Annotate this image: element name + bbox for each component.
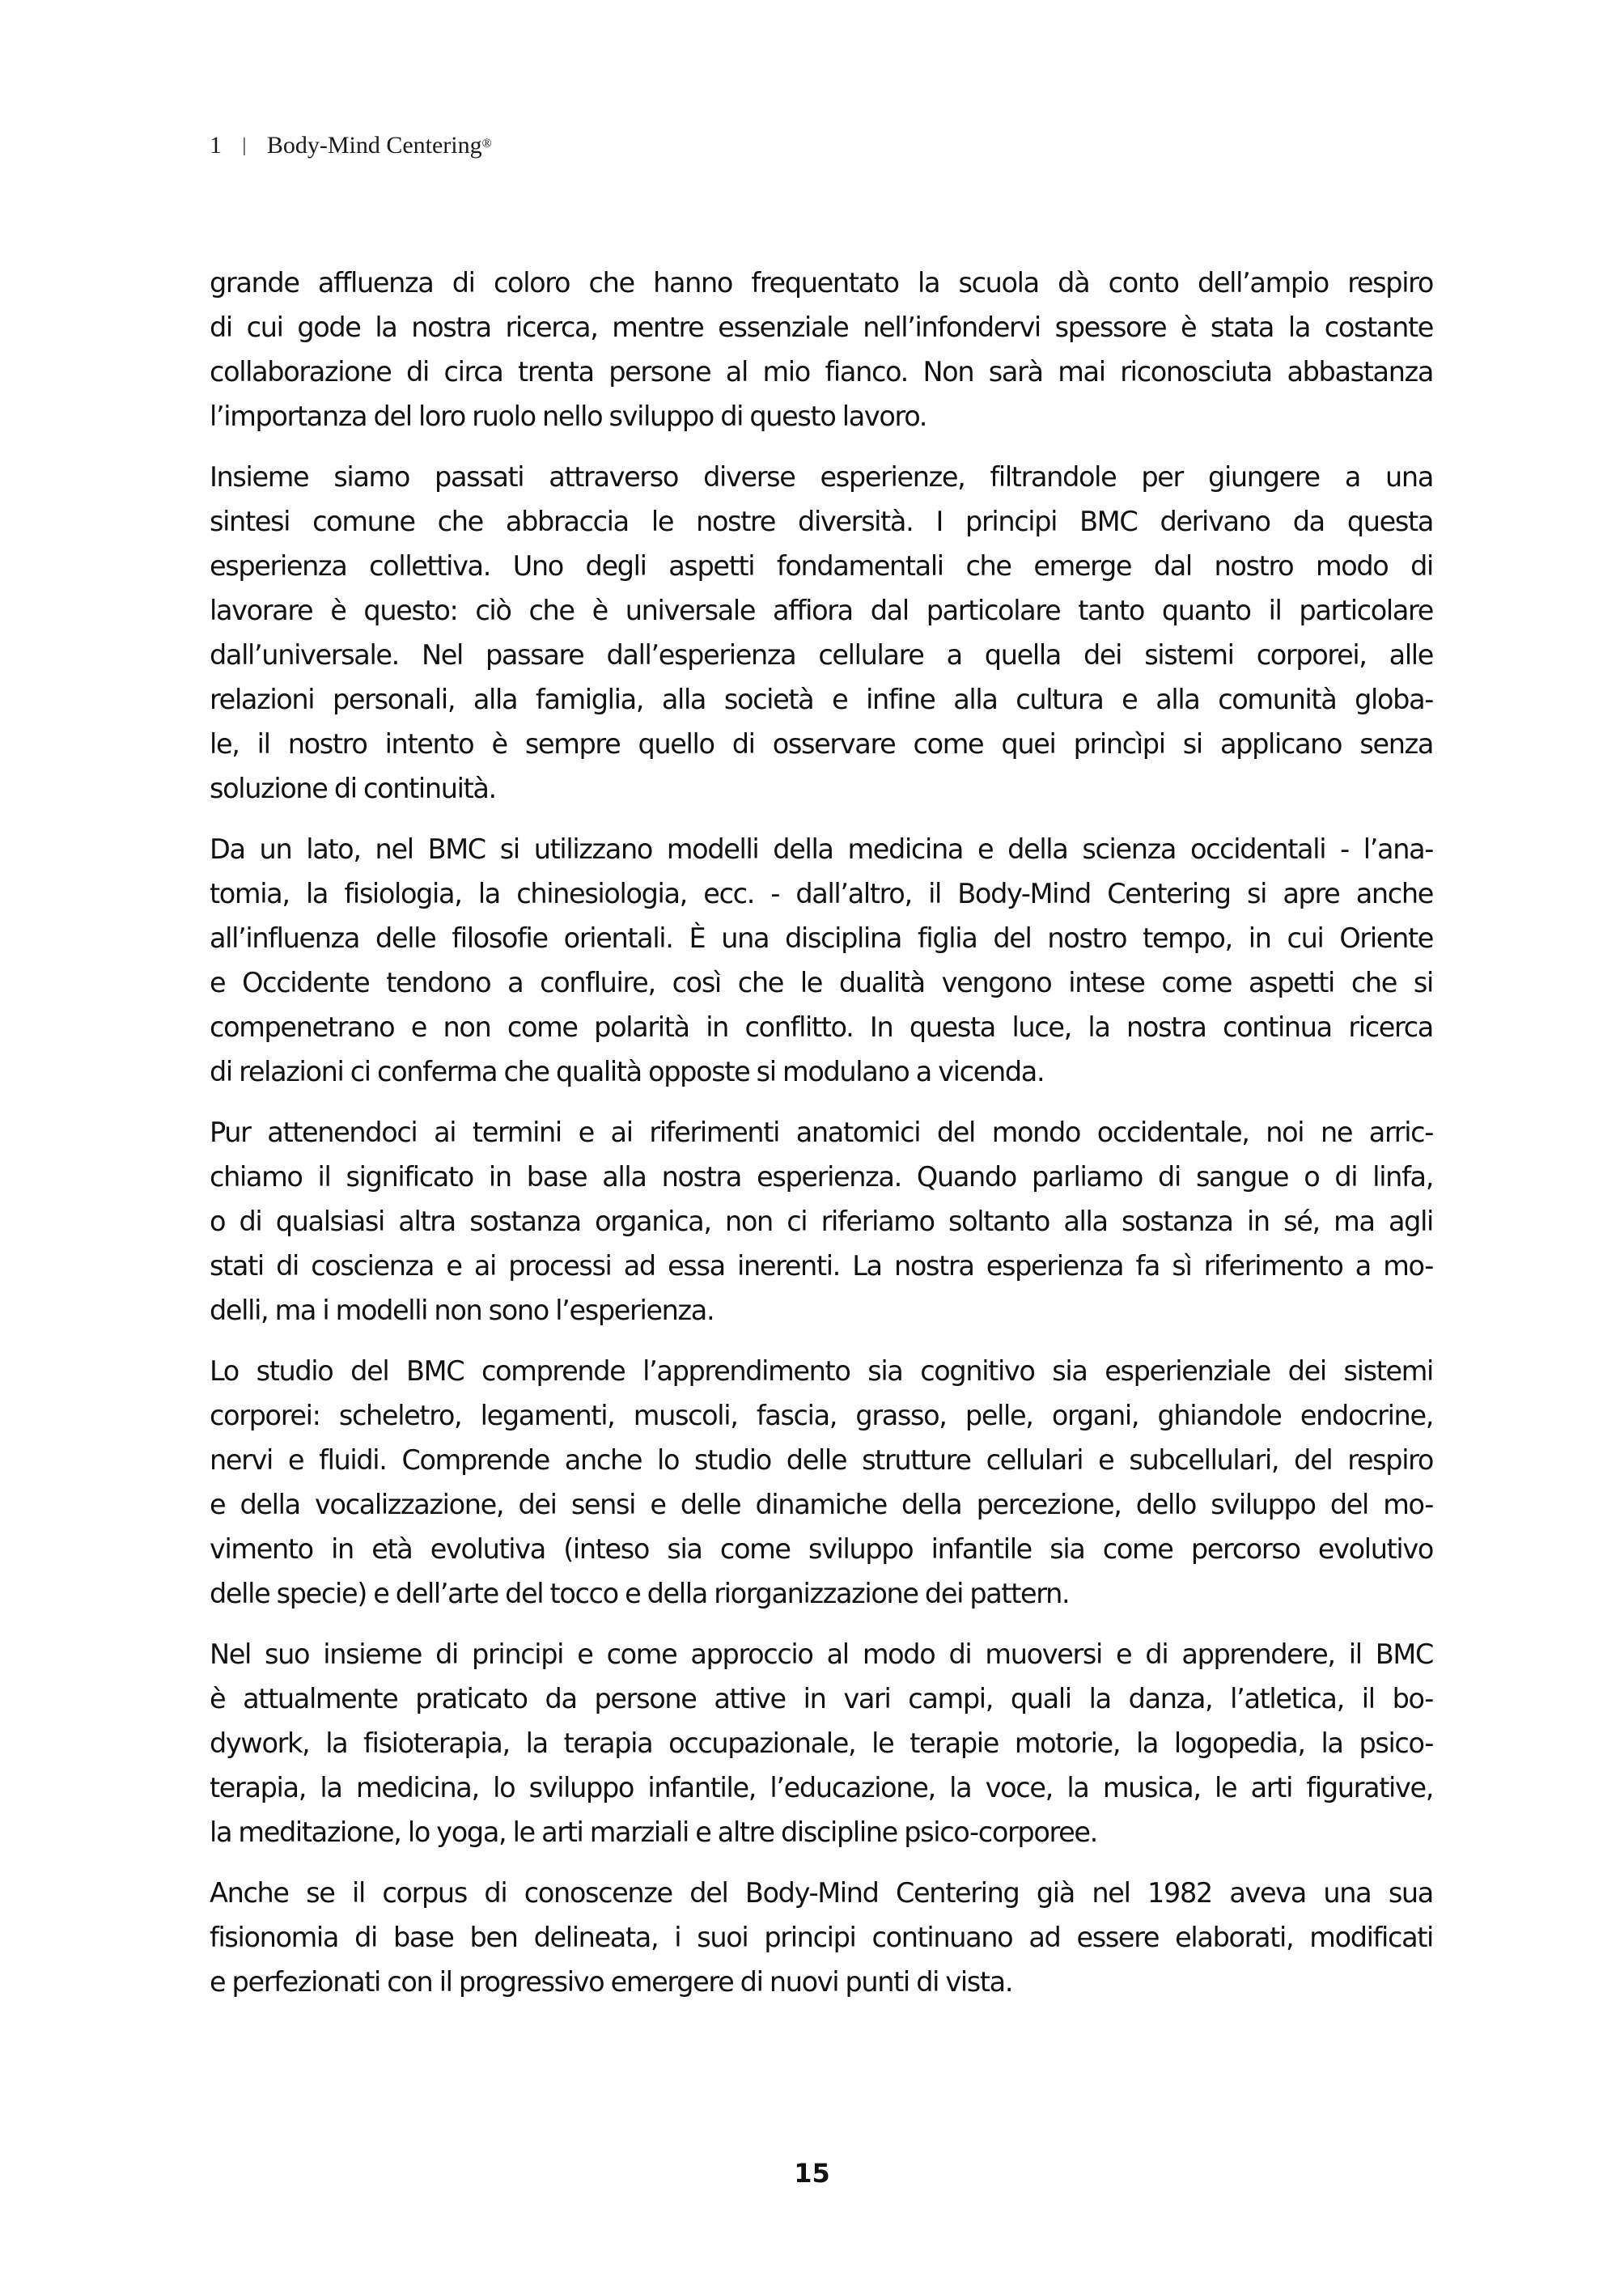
page-number: 15 <box>794 2158 830 2189</box>
text-line: di relazioni ci conferma che qualità opposte si modulano a vicenda. <box>210 1056 1045 1087</box>
text-line: delle specie) e dell’arte del tocco e della riorganizzazione dei pattern. <box>210 1578 1070 1609</box>
text-line: nervi e fluidi. Comprende anche lo studio delle strutture cellulari e subcellulari, del respiro <box>210 1444 1433 1476</box>
text-line: all’influenza delle filosofie orientali. È una disciplina figlia del nostro tempo, in cui Oriente <box>210 922 1433 954</box>
paragraph <box>210 827 1433 1094</box>
text-line: la meditazione, lo yoga, le arti marziali e altre discipline psico-corporee. <box>210 1816 1097 1848</box>
text-line: terapia, la medicina, lo sviluppo infantile, l’educazione, la voce, la musica, le arti figurative, <box>210 1772 1433 1803</box>
text-line: fisionomia di base ben delineata, i suoi principi continuano ad essere elaborati, modificati <box>210 1922 1433 1953</box>
text-line: vimento in età evolutiva (inteso sia come sviluppo infantile sia come percorso evolutivo <box>210 1533 1433 1565</box>
paragraph <box>210 455 1433 811</box>
text-line: compenetrano e non come polarità in conflitto. In questa luce, la nostra continua ricerca <box>210 1011 1433 1043</box>
text-line: dywork, la fisioterapia, la terapia occupazionale, le terapie motorie, la logopedia, la psico- <box>210 1727 1433 1759</box>
text-line: o di qualsiasi altra sostanza organica, non ci riferiamo soltanto alla sostanza in sé, ma agli <box>210 1206 1433 1237</box>
running-title: Body-Mind Centering <box>266 132 482 159</box>
text-line: delli, ma i modelli non sono l’esperienza. <box>210 1295 714 1326</box>
paragraph <box>210 1110 1433 1333</box>
text-line: relazioni personali, alla famiglia, alla società e infine alla cultura e alla comunità globa- <box>210 684 1433 715</box>
text-line: Lo studio del BMC comprende l’apprendimento sia cognitivo sia esperienziale dei sistemi <box>210 1355 1433 1387</box>
text-line: e perfezionati con il progressivo emergere di nuovi punti di vista. <box>210 1966 1013 1998</box>
paragraph <box>210 1349 1433 1616</box>
header-separator: | <box>242 135 247 156</box>
text-line: dall’universale. Nel passare dall’esperienza cellulare a quella dei sistemi corporei, alle <box>210 639 1433 671</box>
text-line: è attualmente praticato da persone attive in vari campi, quali la danza, l’atletica, il bo- <box>210 1683 1433 1714</box>
running-header <box>210 129 492 163</box>
text-line: soluzione di continuità. <box>210 773 496 804</box>
text-line: sintesi comune che abbraccia le nostre diversità. I principi BMC derivano da questa <box>210 506 1433 537</box>
paragraph <box>210 261 1433 439</box>
text-line: e Occidente tendono a confluire, così che le dualità vengono intese come aspetti che si <box>210 967 1433 998</box>
text-line: tomia, la fisiologia, la chinesiologia, ecc. - dall’altro, il Body-Mind Centering si apre anche <box>210 878 1433 909</box>
text-line: le, il nostro intento è sempre quello di osservare come quei princìpi si applicano senza <box>210 728 1433 760</box>
text-line: collaborazione di circa trenta persone al mio fianco. Non sarà mai riconosciuta abbastanza <box>210 356 1433 388</box>
chapter-number: 1 <box>210 132 222 159</box>
text-line: grande affluenza di coloro che hanno frequentato la scuola dà conto dell’ampio respiro <box>210 267 1433 299</box>
text-line: stati di coscienza e ai processi ad essa inerenti. La nostra esperienza fa sì riferimento a mo- <box>210 1250 1433 1282</box>
text-line: l’importanza del loro ruolo nello sviluppo di questo lavoro. <box>210 401 927 432</box>
text-line: Da un lato, nel BMC si utilizzano modelli della medicina e della scienza occidentali - l’ana- <box>210 833 1433 865</box>
text-line: di cui gode la nostra ricerca, mentre essenziale nell’infondervi spessore è stata la costante <box>210 312 1433 343</box>
text-line: esperienza collettiva. Uno degli aspetti fondamentali che emerge dal nostro modo di <box>210 550 1433 582</box>
text-line: Anche se il corpus di conoscenze del Body-Mind Centering già nel 1982 aveva una sua <box>210 1877 1433 1909</box>
paragraph <box>210 1632 1433 1854</box>
text-line: chiamo il significato in base alla nostra esperienza. Quando parliamo di sangue o di linfa, <box>210 1161 1433 1193</box>
text-line: e della vocalizzazione, dei sensi e delle dinamiche della percezione, dello sviluppo del mo- <box>210 1489 1433 1520</box>
text-line: Nel suo insieme di principi e come approccio al modo di muoversi e di apprendere, il BMC <box>210 1638 1433 1670</box>
body-text <box>210 261 1433 2020</box>
text-line: corporei: scheletro, legamenti, muscoli, fascia, grasso, pelle, organi, ghiandole endocrine, <box>210 1400 1433 1431</box>
text-line: Insieme siamo passati attraverso diverse esperienze, filtrandole per giungere a una <box>210 461 1433 493</box>
paragraph <box>210 1871 1433 2004</box>
text-line: lavorare è questo: ciò che è universale affiora dal particolare tanto quanto il particolare <box>210 595 1433 626</box>
registered-mark-icon: ® <box>481 137 492 150</box>
text-line: Pur attenendoci ai termini e ai riferimenti anatomici del mondo occidentale, noi ne arric- <box>210 1117 1433 1148</box>
